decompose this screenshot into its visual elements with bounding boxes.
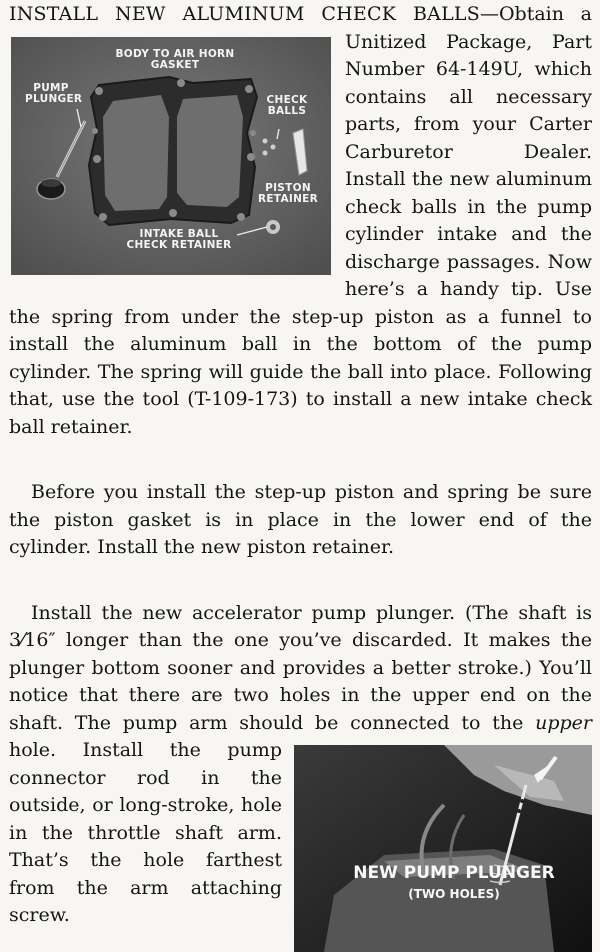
label-pump-plunger: PUMP PLUNGER — [25, 81, 83, 105]
paragraph-3-text-a: Install the new accelerator pump plunger. (The shaft is — [31, 601, 592, 624]
label-check-balls: CHECK BALLS — [266, 93, 308, 117]
figure-subcaption: (TWO HOLES) — [408, 887, 500, 901]
paragraph-check-balls — [9, 0, 592, 441]
label-gasket: BODY TO AIR HORN GASKET — [115, 47, 235, 71]
page — [9, 0, 592, 952]
label-piston-retainer: PISTON RETAINER — [257, 181, 319, 205]
heading-dash: — — [479, 3, 499, 25]
paragraph-3-text-b: longer than the one you’ve discarded. It makes the plunger bottom sooner and provides a better stroke.) You’ll notice that there are two holes in the upper end on the shaft. The pump arm should be connected to the — [9, 629, 592, 734]
paragraph-pump-plunger — [9, 600, 592, 930]
section-heading: INSTALL NEW ALUMINUM CHECK BALLS — [9, 3, 480, 25]
paragraph-piston-gasket: Before you install the step-up piston and spring be sure the piston gasket is in place in the lower end of the cylinder. Install the new piston retainer. — [9, 481, 592, 558]
emphasis-upper: upper — [535, 711, 592, 734]
shaft-fraction: 3⁄16″ — [9, 629, 56, 651]
label-intake-retainer: INTAKE BALL CHECK RETAINER — [126, 227, 232, 251]
gasket-parts-photo — [11, 37, 331, 275]
paragraph-3-text-c: hole. Install the pump connector rod in the outside, or long-stroke, hole in the throttle shaft arm. That’s the hole farthest from the arm attaching screw. — [9, 739, 282, 926]
paragraph-1-text: Obtain a Unitized Package, Part Number 64-149U, which contains all necessary parts, from your Carter Carburetor Dealer. Install the new aluminum check balls in the pump cylinder intake and the discharge passages. Now here’s a handy tip. Use the spring from under the step-up piston as a funnel to install the aluminum ball in the bottom of the pump cylinder. The spring will guide the ball into place. Following that, use the tool (T-109-173) to install a new intake check ball retainer. — [9, 3, 592, 438]
pump-plunger-photo — [294, 745, 592, 952]
pump-plunger-illustration — [294, 745, 592, 952]
figure-caption: NEW PUMP PLUNGER — [353, 863, 555, 883]
